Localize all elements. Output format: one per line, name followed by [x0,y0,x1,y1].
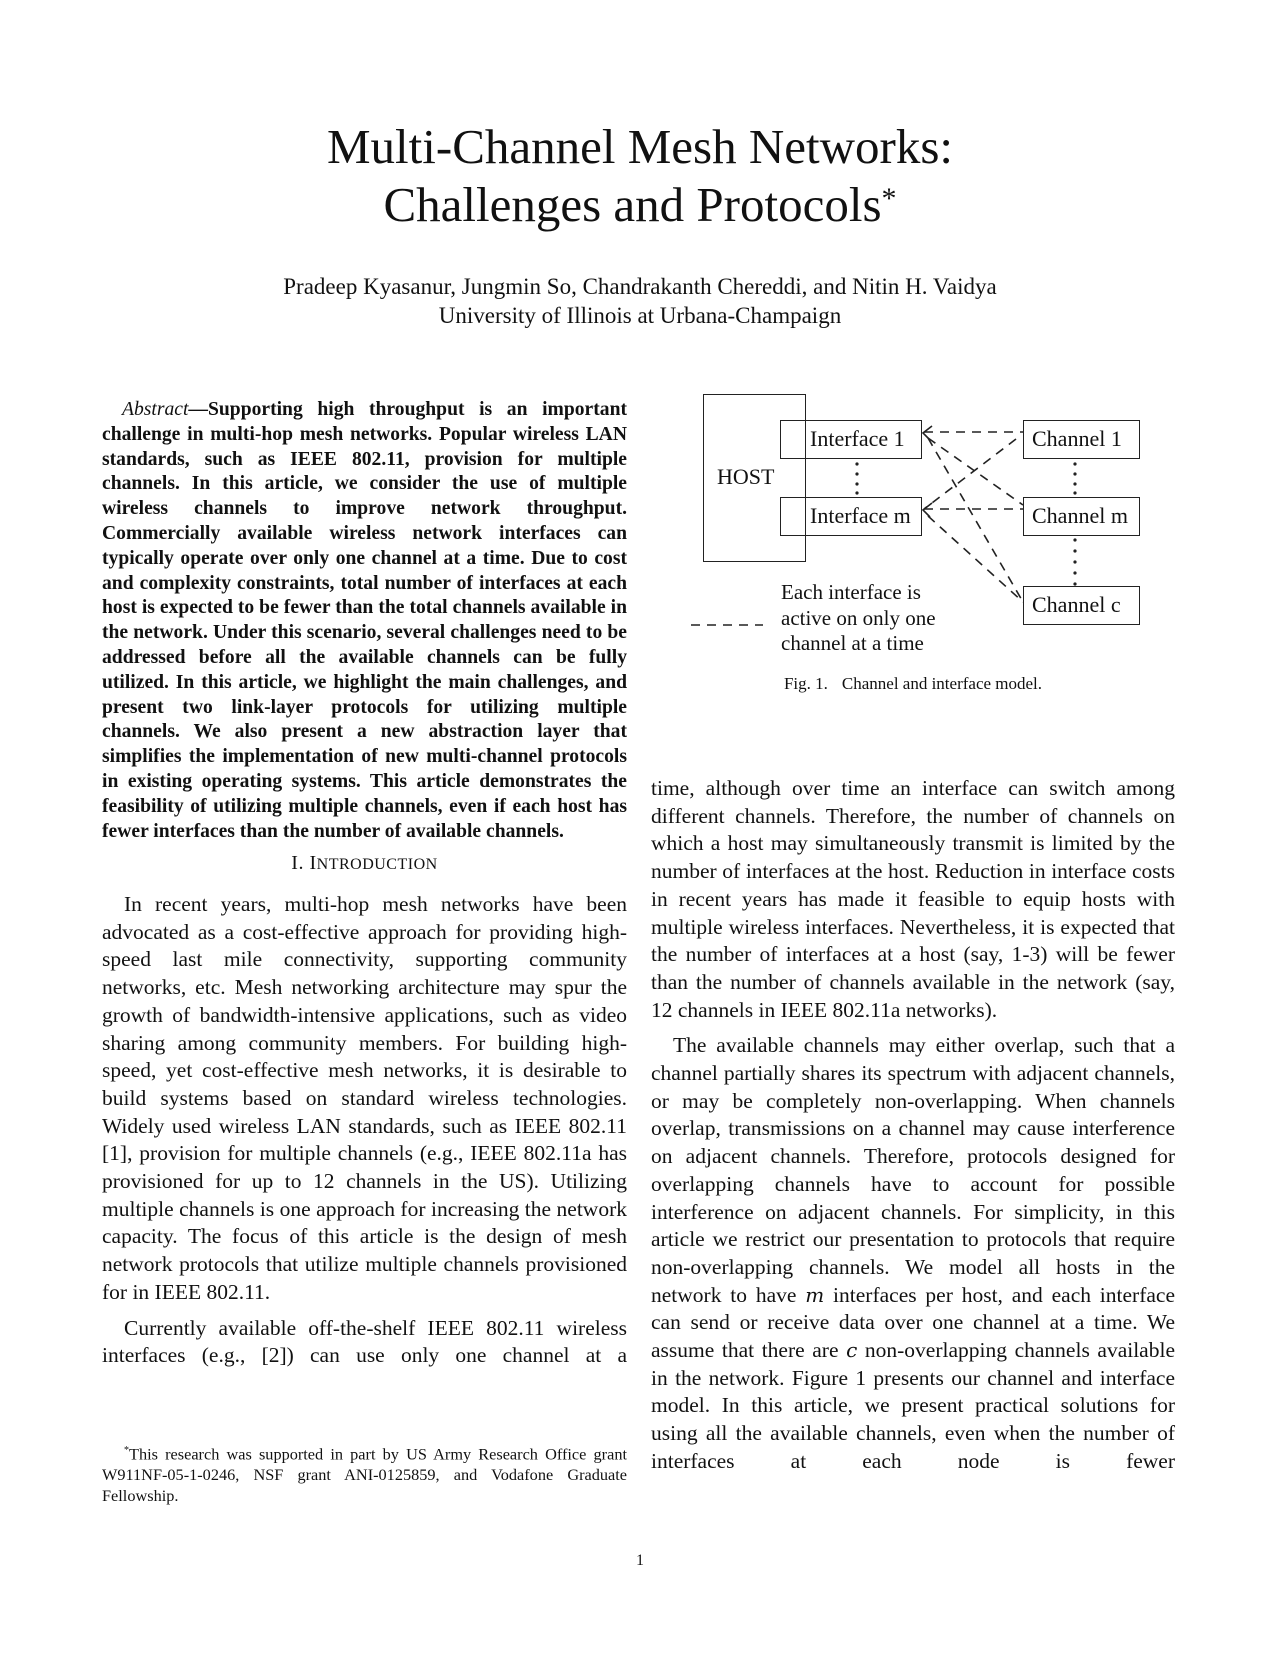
body-paragraph: In recent years, multi-hop mesh networks have been advocated as a cost-effective approach for providing high-speed last mile connectivity, supporting community networks, etc. Mesh networking architecture may spur the growth of bandwidth-intensive applications, such as video sharing among community members. For building high-speed, yet cost-effective mesh networks, it is desirable to build systems based on standard wireless technologies. Widely used wireless LAN standards, such as IEEE 802.11 [1], provision for multiple channels (e.g., IEEE 802.11a has provisioned for up to 12 channels in the US). Utilizing multiple channels is one approach for increasing the network capacity. The focus of this article is the design of mesh network protocols that utilize multiple channels provisioned for in IEEE 802.11. [102,892,627,1304]
paper-title [0,118,1280,234]
abstract-text: Supporting high throughput is an important challenge in multi-hop mesh networks. Popular wireless LAN standards, such as IEEE 802.11, provision for multiple channels. In this article, we consider the use of multiple wireless channels to improve network throughput. Commercially available wireless network interfaces can typically operate over only one channel at a time. Due to cost and complexity constraints, total number of interfaces at each host is expected to be fewer than the total channels available in the network. Under this scenario, several challenges need to be addressed before all the available channels can be fully utilized. In this article, we highlight the main challenges, and present two link-layer protocols for utilizing multiple channels. We also present a new abstraction layer that simplifies the implementation of new multi-channel protocols in existing operating systems. This article demonstrates the feasibility of utilizing multiple channels, even if each host has fewer interfaces than the number of available channels. [102,399,627,842]
title-line-1: Multi-Channel Mesh Networks: [326,119,954,174]
section-heading-introduction: I. INTRODUCTION [291,852,438,874]
interface-1-label: Interface 1 [810,426,905,451]
figure-legend: Each interface is active on only one channel at a time [781,580,936,655]
footnote-text: This research was supported in part by US Army Research Office grant W911NF-05-1-0246, NSF grant ANI-0125859, and Vodafone Graduate Fellowship. [102,1444,627,1506]
footnote-mark: * [124,1445,129,1456]
introduction-right [651,775,1175,1476]
figure-1-caption [651,674,1175,694]
host-label: HOST [717,464,775,489]
interface-m-label: Interface m [810,503,911,528]
figure-label: Fig. 1. [783,674,828,693]
variable-c: c [846,1338,858,1363]
authors: Pradeep Kyasanur, Jungmin So, Chandrakanth Chereddi, and Nitin H. Vaidya [283,274,997,299]
abstract-label: Abstract [122,399,189,420]
title-line-2: Challenges and Protocols* [383,177,897,232]
body-paragraph: time, although over time an interface can switch among different channels. Therefore, the number of channels on which a host may simultaneously transmit is limited by the number of interfaces at the host. Reduction in interface costs in recent years has made it feasible to equip hosts with multiple wireless interfaces. Nevertheless, it is expected that the number of interfaces at a host (say, 1-3) will be fewer than the number of channels available in the network (say, 12 channels in IEEE 802.11a networks). [651,776,1175,1022]
figure-1-diagram [680,380,1200,680]
variable-m: m [805,1282,825,1307]
abstract-paragraph: Abstract—Supporting high throughput is an important challenge in multi-hop mesh networks. Popular wireless LAN standards, such as IEEE 802.11, provision for multiple channels. In this article, we consider the use of multiple wireless channels to improve network throughput. Commercially available wireless network interfaces can typically operate over only one channel at a time. Due to cost and complexity constraints, total number of interfaces at each host is expected to be fewer than the total channels available in the network. Under this scenario, several challenges need to be addressed before all the available channels can be fully utilized. In this article, we highlight the main challenges, and present two link-layer protocols for utilizing multiple channels. We also present a new abstraction layer that simplifies the implementation of new multi-channel protocols in existing operating systems. This article demonstrates the feasibility of utilizing multiple channels, even if each host has fewer interfaces than the number of available channels. [102,399,627,842]
introduction-left [102,849,627,1370]
channel-1-label: Channel 1 [1032,426,1122,451]
channel-m-label: Channel m [1032,503,1128,528]
channel-c-label: Channel c [1032,592,1121,617]
page-number: 1 [636,1552,644,1569]
author-block [0,272,1280,330]
title-footnote-mark: * [881,182,897,215]
body-paragraph: The available channels may either overlap, such that a channel partially shares its spectrum with adjacent channels, or may be completely non-overlapping. When channels overlap, transmissions on a channel may cause interference on adjacent channels. Therefore, protocols designed for overlapping channels have to account for possible interference on adjacent channels. For simplicity, in this article we restrict our presentation to protocols that require non-overlapping channels. We model all hosts in the network to have m interfaces per host, and each interface can send or receive data over one channel at a time. We assume that there are c non-overlapping channels available in the network. Figure 1 presents our channel and interface model. In this article, we present practical solutions for using all the available channels, even when the number of interfaces at each node is fewer [651,1033,1175,1473]
affiliation: University of Illinois at Urbana-Champaign [438,303,842,328]
footnote [102,1440,627,1506]
figure-caption-text: Channel and interface model. [841,674,1043,693]
body-paragraph: Currently available off-the-shelf IEEE 802.11 wireless interfaces (e.g., [2]) can use only one channel at a [102,1315,627,1368]
abstract [102,398,627,844]
